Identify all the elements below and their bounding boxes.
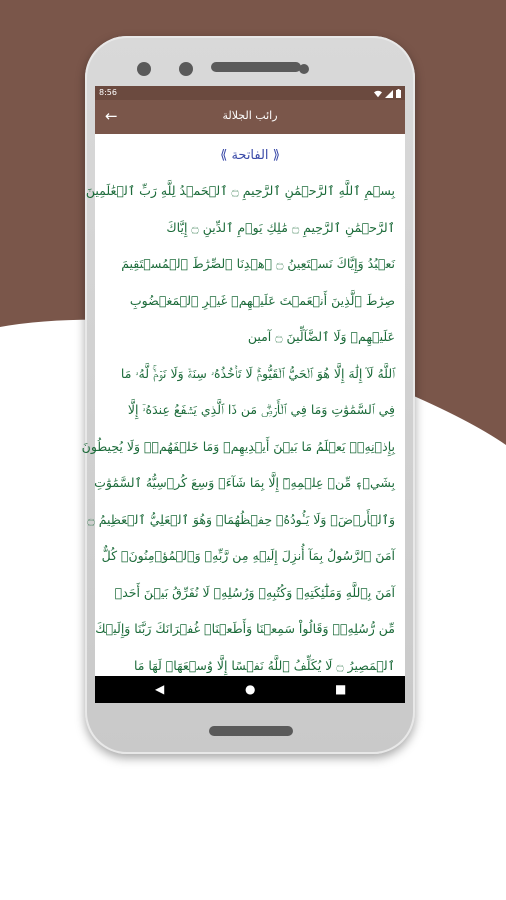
verse-line[interactable]: مِّن رُّسُلِهِۦۚ وَقَالُواْ سَمِعۡنَا وَأَطَعۡنَاۖ غُفۡرَانَكَ رَبَّنَا وَإِلَيۡكَ	[95, 621, 395, 636]
signal-icon	[385, 90, 393, 98]
app-screen	[81, 86, 405, 703]
app-bar	[95, 100, 405, 134]
verse-line[interactable]: بِسۡمِ ٱللَّهِ ٱلرَّحۡمَٰنِ ٱلرَّحِيمِ ۝ ٱلۡحَمۡدُ لِلَّهِ رَبِّ ٱلۡعَٰلَمِينَ	[85, 183, 395, 198]
nav-home-icon[interactable]: ●	[245, 682, 256, 696]
verse-line[interactable]: وَٱلۡأَرۡضَۖ وَلَا يَـُٔودُهُۥ حِفۡظُهُمَاۚ وَهُوَ ٱلۡعَلِيُّ ٱلۡعَظِيمُ ۝	[87, 511, 395, 527]
wifi-icon	[374, 90, 382, 98]
android-nav-bar	[95, 676, 405, 703]
verse-line[interactable]: آمَنَ ٱلرَّسُولُ بِمَآ أُنزِلَ إِلَيۡهِ مِن رَّبِّهِۦ وَٱلۡمُؤۡمِنُونَۚ كُلٌّ	[101, 548, 395, 563]
verse-line[interactable]: ٱللَّهُ لَآ إِلَٰهَ إِلَّا هُوَ ٱلۡحَيُّ ٱلۡقَيُّومُۚ لَا تَأۡخُذُهُۥ سِنَةٞ وَلَا نَوۡمٞۚ لَّهُۥ مَا	[120, 365, 395, 381]
front-camera-icon	[137, 62, 151, 76]
verse-line[interactable]: آمَنَ بِٱللَّهِ وَمَلَٰٓئِكَتِهِۦ وَكُتُبِهِۦ وَرُسُلِهِۦ لَا نُفَرِّقُ بَيۡنَ أَحَدٖ	[114, 584, 395, 600]
verse-line[interactable]: صِرَٰطَ ٱلَّذِينَ أَنۡعَمۡتَ عَلَيۡهِمۡ غَيۡرِ ٱلۡمَغۡضُوبِ	[129, 292, 395, 308]
back-arrow-icon[interactable]: ←	[105, 107, 118, 125]
ornament-left-icon: ⟪	[272, 148, 280, 163]
verse-line[interactable]: عَلَيۡهِمۡ وَلَا ٱلضَّآلِّينَ ۝ آمين	[247, 329, 395, 344]
proximity-sensor-icon	[299, 64, 309, 74]
front-sensor-icon	[179, 62, 193, 76]
bottom-speaker	[209, 726, 293, 736]
verse-line[interactable]: بِشَيۡءٖ مِّنۡ عِلۡمِهِۦٓ إِلَّا بِمَا شَآءَۚ وَسِعَ كُرۡسِيُّهُ ٱلسَّمَٰوَٰتِ	[94, 475, 395, 490]
battery-icon	[396, 89, 401, 98]
verse-line[interactable]: نَعۡبُدُ وَإِيَّاكَ نَسۡتَعِينُ ۝ ٱهۡدِنَا ٱلصِّرَٰطَ ٱلۡمُسۡتَقِيمَ	[121, 256, 395, 271]
earpiece-speaker	[211, 62, 301, 72]
verse-line[interactable]: بِإِذۡنِهِۦۚ يَعۡلَمُ مَا بَيۡنَ أَيۡدِيهِمۡ وَمَا خَلۡفَهُمۡۖ وَلَا يُحِيطُونَ	[81, 438, 395, 454]
verse-line[interactable]: ٱلرَّحۡمَٰنِ ٱلرَّحِيمِ ۝ مَٰلِكِ يَوۡمِ ٱلدِّينِ ۝ إِيَّاكَ	[166, 219, 395, 235]
nav-recents-icon[interactable]: ■	[335, 682, 347, 696]
status-bar	[95, 86, 405, 100]
status-icons	[374, 89, 401, 98]
ornament-right-icon: ⟫	[220, 148, 228, 163]
page-title: رائب الجلالة	[222, 109, 278, 122]
verse-line[interactable]: فِي ٱلسَّمَٰوَٰتِ وَمَا فِي ٱلۡأَرۡضِۗ مَن ذَا ٱلَّذِي يَشۡفَعُ عِندَهُۥٓ إِلَّا	[127, 402, 395, 417]
nav-back-icon[interactable]: ◀	[155, 682, 165, 696]
status-time: 8:56	[99, 88, 117, 97]
quran-text-content	[81, 148, 395, 684]
verse-line[interactable]: ٱلۡمَصِيرُ ۝ لَا يُكَلِّفُ ٱللَّهُ نَفۡسًا إِلَّا وُسۡعَهَاۚ لَهَا مَا	[133, 657, 395, 673]
surah-name: الفاتحة	[231, 148, 269, 163]
surah-header	[105, 148, 395, 163]
